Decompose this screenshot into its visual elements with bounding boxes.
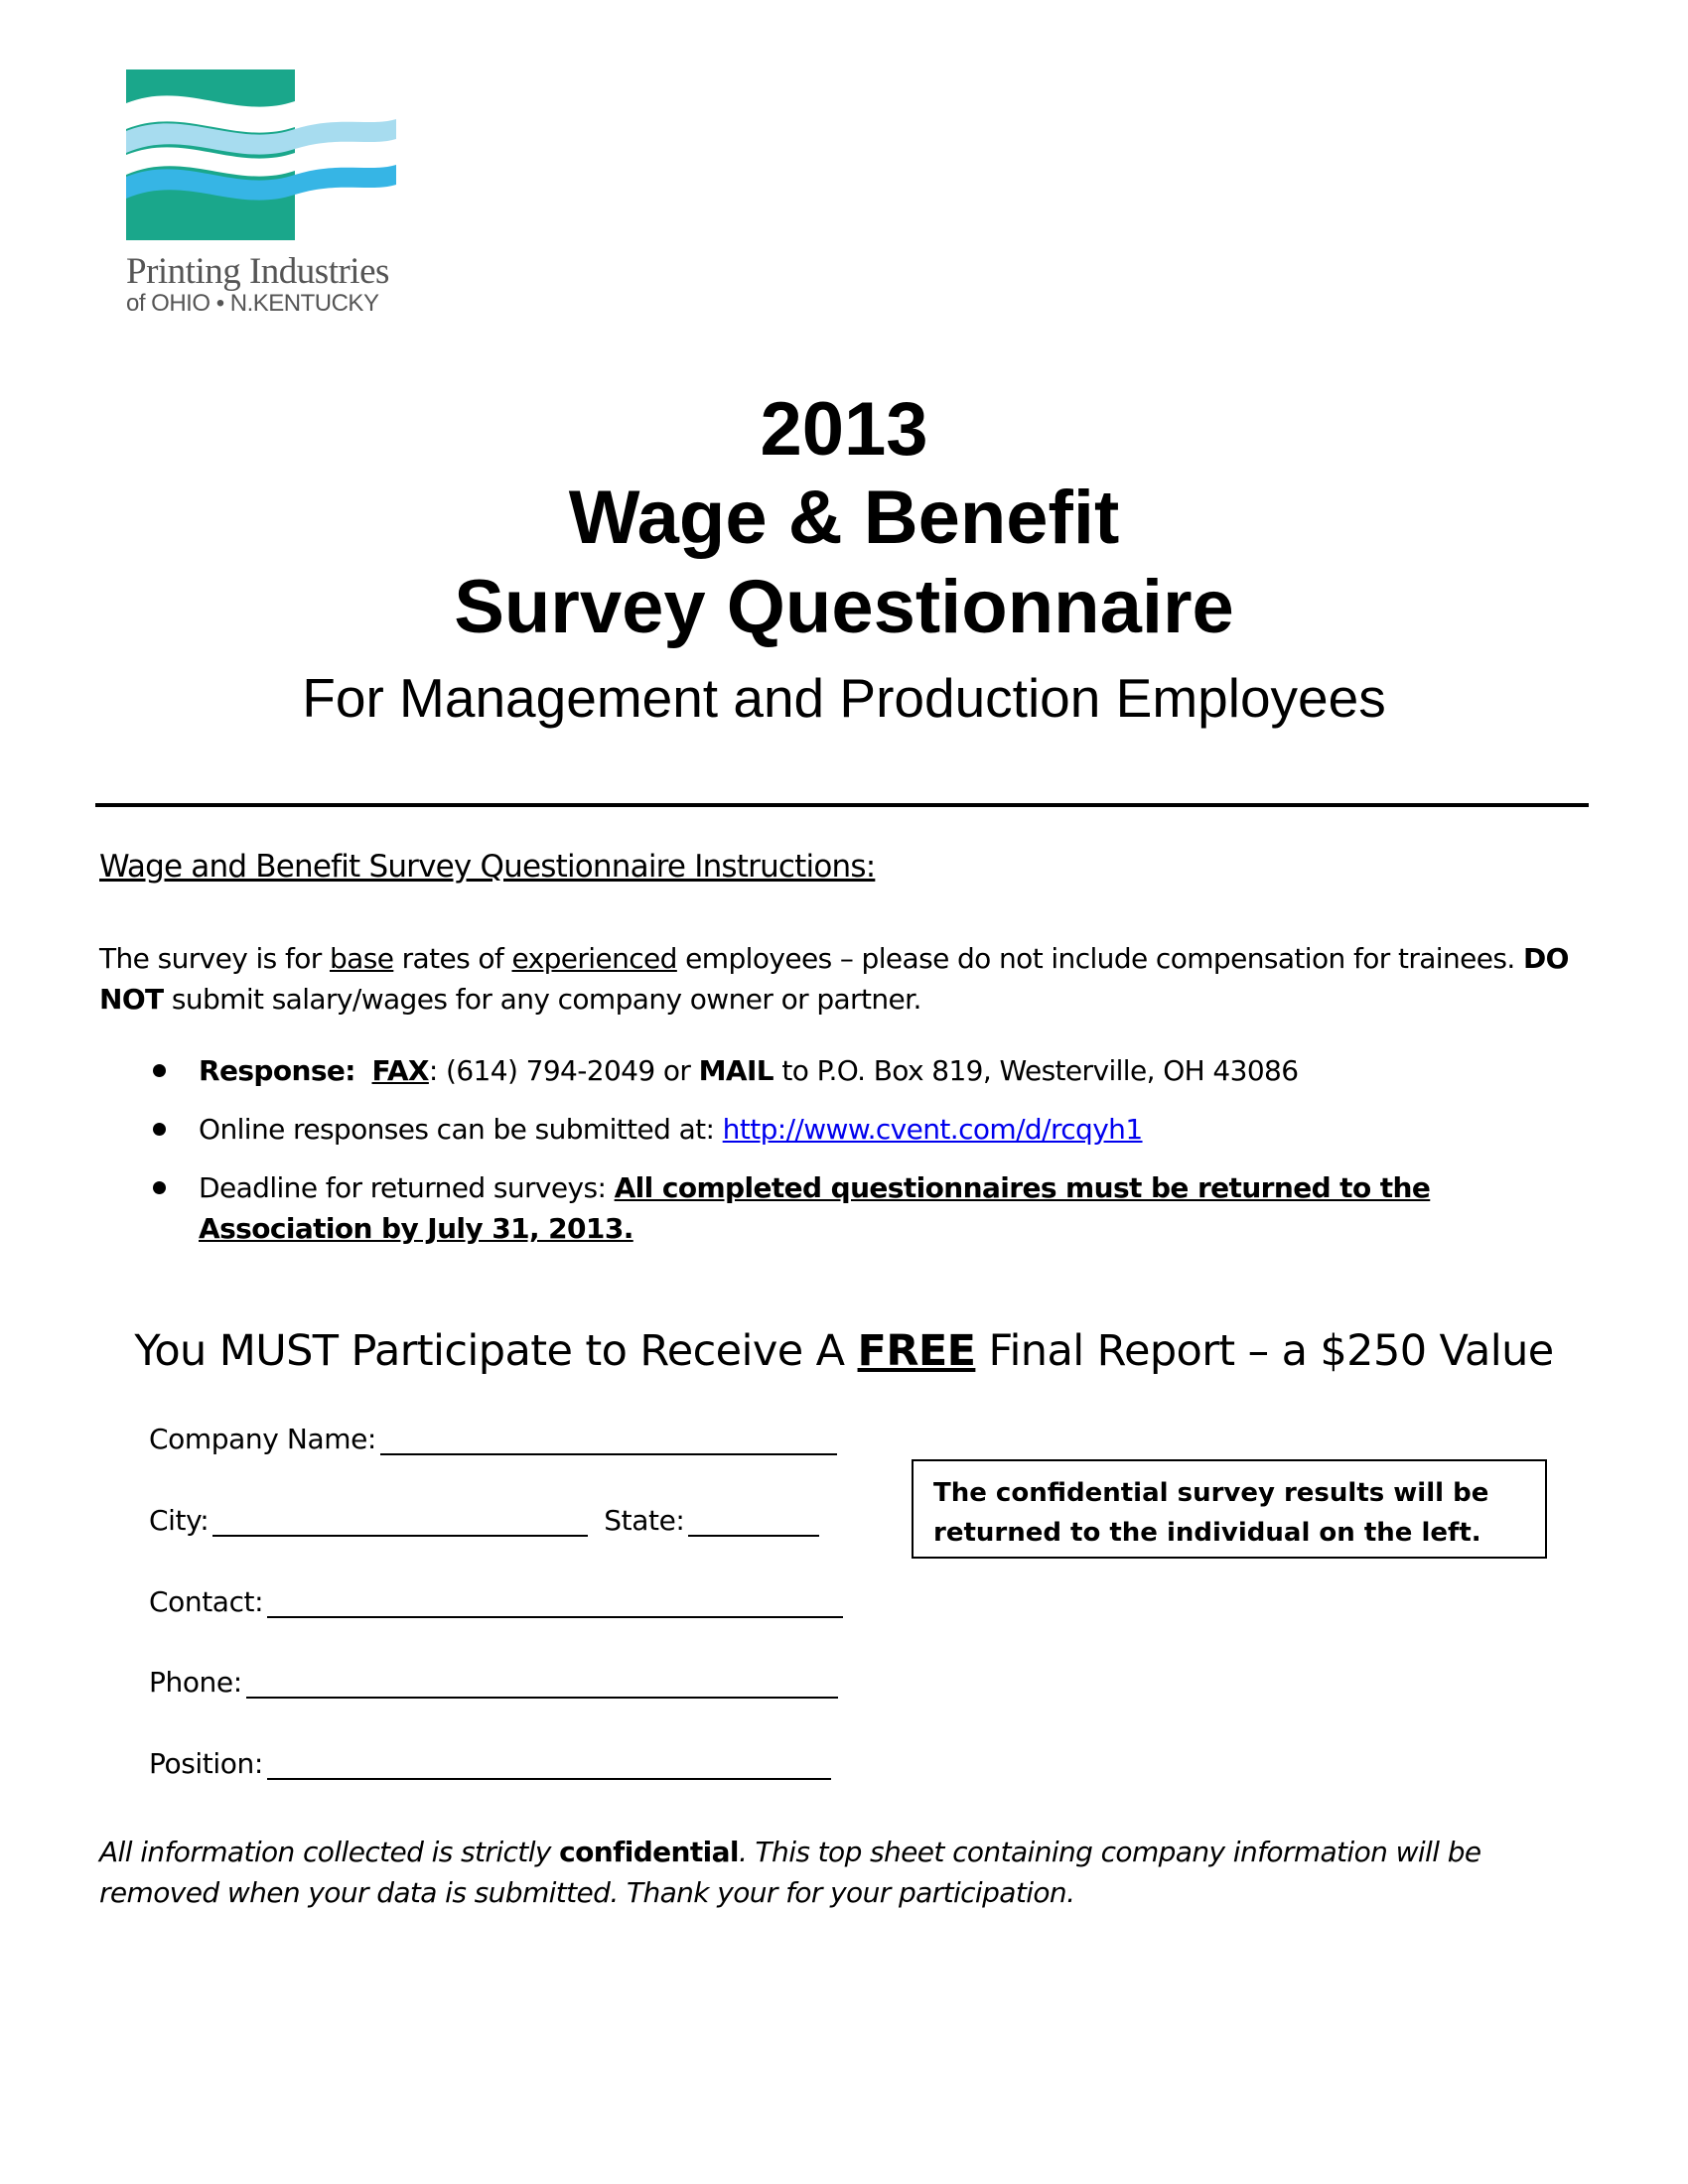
city-state-field	[149, 1504, 819, 1537]
contact-input[interactable]	[267, 1588, 843, 1618]
company-name-input[interactable]	[380, 1426, 837, 1455]
title-line-2: Wage & Benefit	[568, 476, 1120, 560]
state-label: State:	[604, 1504, 685, 1537]
para-text: The survey is for	[99, 942, 330, 975]
promo-line	[0, 1326, 1688, 1376]
footnote-text: All information collected is strictly	[99, 1836, 560, 1868]
position-label: Position:	[149, 1747, 263, 1780]
list-item-deadline	[99, 1167, 1589, 1249]
fax-label: FAX	[371, 1054, 429, 1087]
list-item-online	[99, 1109, 1589, 1150]
list-item-response	[99, 1050, 1589, 1091]
confidential-notice-box: The confidential survey results will be returned to the individual on the left.	[912, 1459, 1547, 1559]
confidentiality-footnote	[99, 1832, 1589, 1913]
footnote-confidential: confidential	[559, 1836, 739, 1868]
phone-field	[149, 1666, 838, 1699]
para-do-not: DO NOT	[99, 942, 1569, 1016]
company-name-field	[149, 1423, 837, 1455]
mail-label: MAIL	[698, 1054, 774, 1087]
promo-text: You MUST Participate to Receive A	[134, 1326, 858, 1376]
wave-logo-icon	[126, 69, 396, 240]
company-name-label: Company Name:	[149, 1423, 376, 1455]
promo-text: Final Report – a $250 Value	[975, 1326, 1554, 1376]
bullet-icon	[153, 1123, 166, 1136]
logo-name: Printing Industries	[126, 251, 389, 292]
subtitle: For Management and Production Employees	[302, 667, 1386, 729]
footnote-text: . This top sheet containing company information will be removed when your data is submitted. Thank your for your participation.	[99, 1836, 1481, 1909]
para-text: employees – please do not include compensation for trainees.	[676, 942, 1523, 975]
promo-free: FREE	[857, 1326, 976, 1376]
instructions-list	[99, 1050, 1589, 1267]
city-label: City:	[149, 1504, 210, 1537]
contact-label: Contact:	[149, 1585, 264, 1618]
horizontal-divider	[95, 803, 1589, 807]
instructions-paragraph	[99, 938, 1589, 1020]
phone-label: Phone:	[149, 1666, 242, 1699]
instructions-heading: Wage and Benefit Survey Questionnaire Instructions:	[99, 849, 876, 885]
city-input[interactable]	[212, 1507, 588, 1537]
mail-text: to P.O. Box 819, Westerville, OH 43086	[774, 1054, 1299, 1087]
title-year: 2013	[760, 387, 928, 472]
logo-region: of OHIO • N.KENTUCKY	[126, 290, 379, 317]
para-text: submit salary/wages for any company owner or partner.	[163, 983, 921, 1016]
para-experienced: experienced	[511, 942, 677, 975]
phone-input[interactable]	[246, 1669, 838, 1699]
logo	[124, 69, 397, 328]
online-link[interactable]: http://www.cvent.com/d/rcqyh1	[722, 1113, 1143, 1146]
response-label: Response:	[199, 1054, 355, 1087]
online-text: Online responses can be submitted at:	[199, 1113, 723, 1146]
state-input[interactable]	[688, 1507, 819, 1537]
position-input[interactable]	[267, 1750, 831, 1780]
contact-field	[149, 1585, 843, 1618]
para-text: rates of	[393, 942, 512, 975]
title-line-3: Survey Questionnaire	[454, 565, 1234, 649]
deadline-text: Deadline for returned surveys:	[199, 1171, 615, 1204]
deadline-notice: All completed questionnaires must be returned to the Association by July 31, 2013.	[199, 1171, 1431, 1245]
bullet-icon	[153, 1064, 166, 1077]
position-field	[149, 1747, 831, 1780]
bullet-icon	[153, 1181, 166, 1194]
para-base: base	[329, 942, 394, 975]
fax-text: : (614) 794-2049 or	[428, 1054, 699, 1087]
